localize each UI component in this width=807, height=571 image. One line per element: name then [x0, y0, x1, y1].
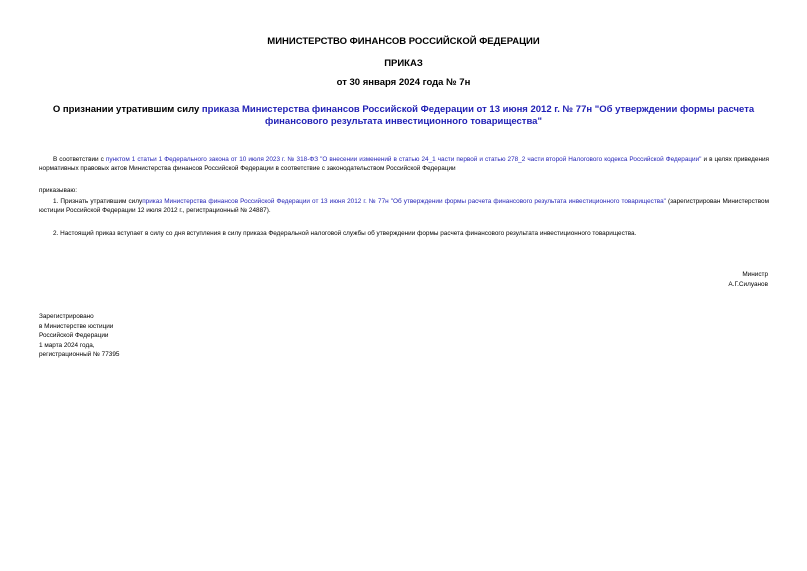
registration-line: регистрационный № 77395 [39, 351, 120, 359]
signature-block [728, 270, 768, 290]
document-title [40, 104, 767, 128]
order-77n-link[interactable]: приказ Министерства финансов Российской Федерации от 13 июня 2012 г. № 77н "Об утверждении формы расчета финансового результата инвестиционного товарищества" [142, 198, 666, 205]
registration-line: в Министерстве юстиции [39, 322, 114, 330]
item-1-paragraph [39, 197, 769, 215]
registration-line: Зарегистрировано [39, 313, 94, 320]
order-word: приказываю: [39, 187, 77, 194]
registration-line: Российской Федерации [39, 332, 109, 340]
title-link[interactable]: приказа Министерства финансов Российской Федерации от 13 июня 2012 г. № 77н "Об утверждении формы расчета финансового результата инвестиционного товарищества" [201, 104, 755, 127]
document-date-number: от 30 января 2024 года № 7н [336, 77, 471, 88]
preamble-paragraph [39, 155, 769, 173]
ministry-heading: МИНИСТЕРСТВО ФИНАНСОВ РОССИЙСКОЙ ФЕДЕРАЦИИ [267, 36, 540, 47]
item-1-suffix: (зарегистрирован Министерством юстиции Российской Федерации 12 июля 2012 г., регистрационный № 24887). [39, 198, 769, 214]
preamble-prefix: В соответствии с [53, 156, 106, 163]
document-type: ПРИКАЗ [384, 58, 423, 69]
registration-line: 1 марта 2024 года, [39, 341, 95, 349]
title-prefix: О признании утратившим силу [52, 104, 202, 115]
registration-block [39, 312, 119, 360]
signature-name: А.Г.Силуанов [728, 281, 768, 288]
signature-position: Министр [742, 271, 768, 278]
item-1-prefix: 1. Признать утратившим силу [53, 198, 143, 205]
preamble-suffix: и в целях приведения нормативных правовых актов Министерства финансов Российской Федерации в соответствие с законодательством Российской Федерации [39, 156, 769, 172]
law-link[interactable]: пунктом 1 статьи 1 Федерального закона от 10 июля 2023 г. № 318-ФЗ "О внесении изменений в статью 24_1 части первой и статью 278_2 части второй Налогового кодекса Российской Федерации" [105, 156, 702, 163]
item-2-paragraph: 2. Настоящий приказ вступает в силу со дня вступления в силу приказа Федеральной налоговой службы об утверждении формы расчета финансового результата инвестиционного товарищества. [53, 230, 637, 237]
